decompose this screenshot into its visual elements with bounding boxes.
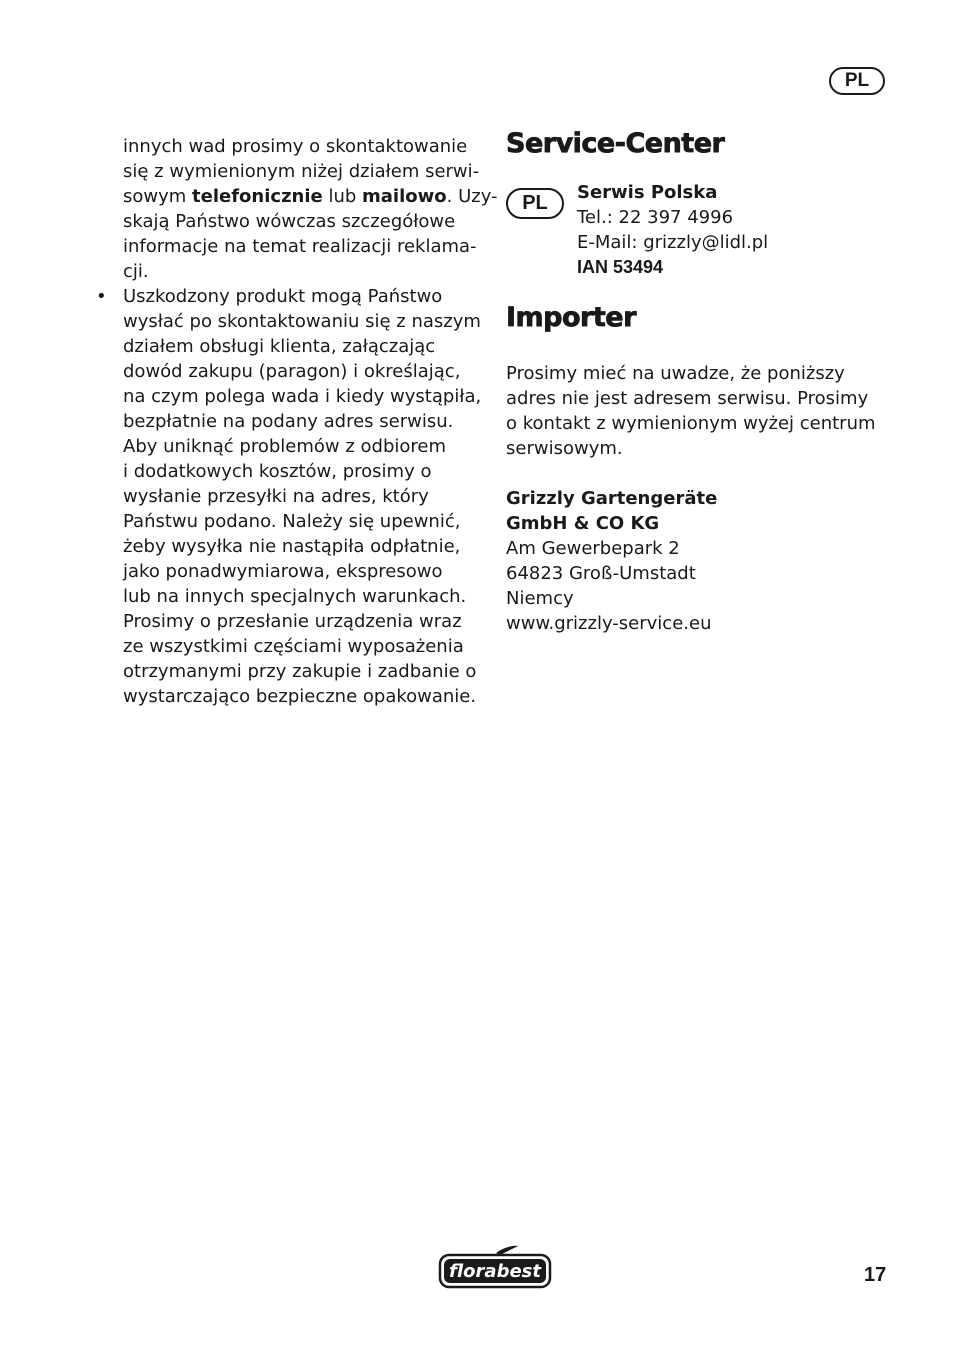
bullet-marker: • <box>96 286 107 307</box>
left-column <box>96 134 498 709</box>
language-badge: PL <box>829 67 885 95</box>
text-line: adres nie jest adresem serwisu. Prosimy <box>506 388 869 409</box>
text-line: skają Państwo wówczas szczegółowe <box>123 211 456 232</box>
text-line: informacje na temat realizacji reklama- <box>123 236 477 257</box>
page-number: 17 <box>864 1264 887 1286</box>
service-contact <box>506 180 906 280</box>
importer-address <box>506 486 906 636</box>
text-line: Państwu podano. Należy się upewnić, <box>123 511 461 532</box>
service-ian: IAN 53494 <box>577 257 664 277</box>
importer-heading: Importer <box>506 302 636 333</box>
text-line: dowód zakupu (paragon) i określając, <box>123 361 461 382</box>
text-line: Aby uniknąć problemów z odbiorem <box>123 436 447 457</box>
bold-telefonicznie: telefonicznie <box>192 186 323 207</box>
text-fragment: lub <box>322 186 363 207</box>
logo-text: florabest <box>449 1261 541 1282</box>
text-line: i dodatkowych kosztów, prosimy o <box>123 461 432 482</box>
text-line: wystarczająco bezpieczne opakowanie. <box>123 686 477 707</box>
text-line: Prosimy mieć na uwadze, że poniższy <box>506 363 845 384</box>
text-line: innych wad prosimy o skontaktowanie <box>123 136 468 157</box>
text-line: serwisowym. <box>506 438 623 459</box>
company-name-line: Grizzly Gartengeräte <box>506 488 718 509</box>
right-column <box>506 126 906 636</box>
service-phone: Tel.: 22 397 4996 <box>577 207 734 228</box>
text-line: o kontakt z wymienionym wyżej centrum <box>506 413 876 434</box>
text-line: otrzymanymi przy zakupie i zadbanie o <box>123 661 477 682</box>
text-line: lub na innych specjalnych warunkach. <box>123 586 467 607</box>
text-line: cji. <box>123 261 149 282</box>
service-email: E-Mail: grizzly@lidl.pl <box>577 232 769 253</box>
country-badge: PL <box>506 188 564 219</box>
text-line: wysłanie przesyłki na adres, który <box>123 486 429 507</box>
text-line: jako ponadwymiarowa, ekspresowo <box>123 561 443 582</box>
text-line <box>123 184 498 209</box>
address-line: 64823 Groß-Umstadt <box>506 563 696 584</box>
service-center-heading: Service-Center <box>506 128 725 159</box>
address-line: Niemcy <box>506 588 574 609</box>
logo-leaf <box>496 1246 518 1255</box>
company-name-line: GmbH & CO KG <box>506 513 660 534</box>
address-line: Am Gewerbepark 2 <box>506 538 680 559</box>
text-line: bezpłatnie na podany adres serwisu. <box>123 411 454 432</box>
intro-paragraph <box>123 134 498 284</box>
bullet-list-item <box>96 284 486 709</box>
text-fragment: sowym <box>123 186 193 207</box>
text-line: ze wszystkimi częściami wyposażenia <box>123 636 464 657</box>
text-line: Prosimy o przesłanie urządzenia wraz <box>123 611 462 632</box>
text-line: wysłać po skontaktowaniu się z naszym <box>123 311 481 332</box>
florabest-logo <box>438 1245 552 1289</box>
text-fragment: . Uzy- <box>446 186 498 207</box>
website-line: www.grizzly-service.eu <box>506 613 712 634</box>
text-line: działem obsługi klienta, załączając <box>123 336 436 357</box>
text-line: się z wymienionym niżej działem serwi- <box>123 161 480 182</box>
service-name: Serwis Polska <box>577 182 718 203</box>
bold-mailowo: mailowo <box>362 186 447 207</box>
text-line: na czym polega wada i kiedy wystąpiła, <box>123 386 482 407</box>
importer-note <box>506 361 906 461</box>
text-line: Uszkodzony produkt mogą Państwo <box>123 286 443 307</box>
text-line: żeby wysyłka nie nastąpiła odpłatnie, <box>123 536 461 557</box>
